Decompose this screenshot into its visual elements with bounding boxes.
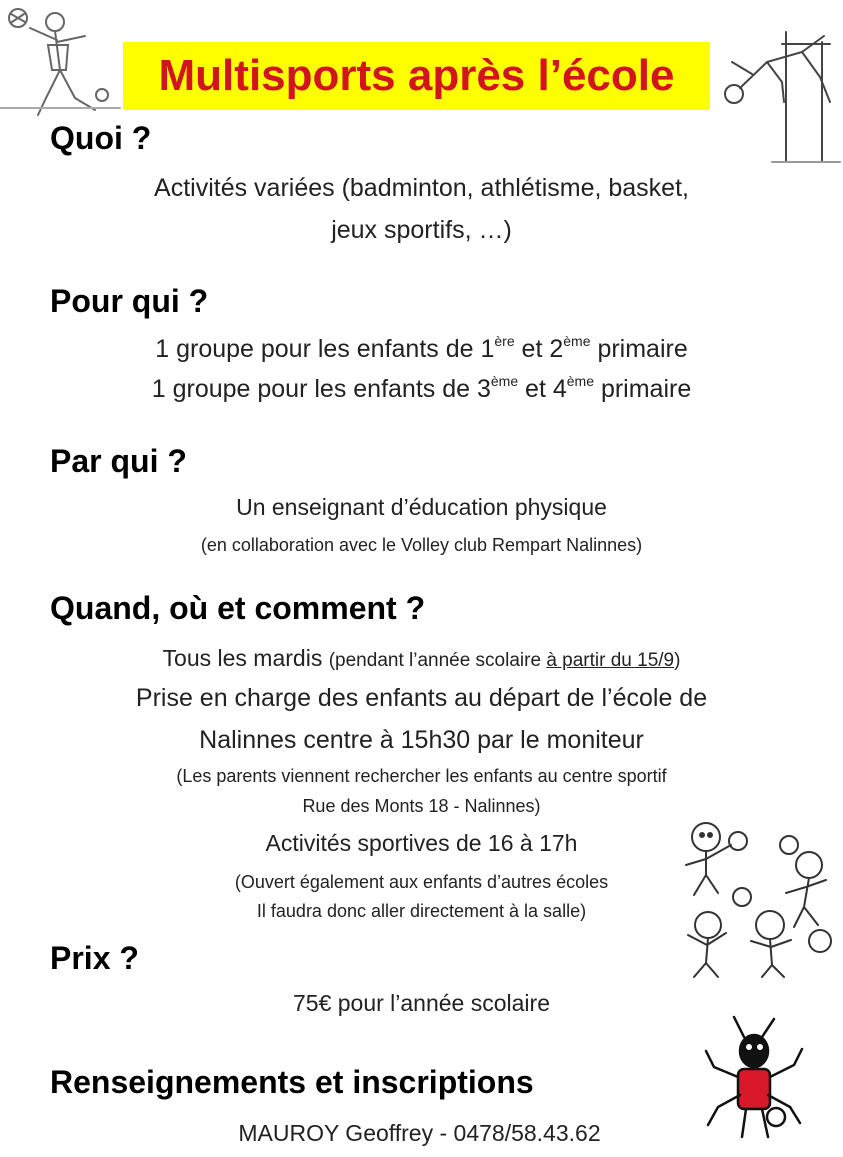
contact-line-1: MAUROY Geoffrey - 0478/58.43.62	[238, 1120, 601, 1146]
heading-par-qui: Par qui ?	[50, 443, 187, 479]
prix-line-1: 75€ pour l’année scolaire	[292, 990, 550, 1016]
basketball-player-icon	[0, 0, 125, 125]
quand-line-3: Nalinnes centre à 15h30 par le moniteur	[199, 726, 644, 754]
pour-qui-group-2: 1 groupe pour les enfants de 3ème et 4ème primaire	[151, 372, 692, 403]
quoi-line-2: jeux sportifs, …)	[331, 216, 512, 244]
quand-line-4: (Les parents viennent rechercher les enfants au centre sportif	[176, 766, 667, 786]
heading-quoi: Quoi ?	[50, 120, 152, 156]
pour-qui-group-1: 1 groupe pour les enfants de 1ère et 2ème primaire	[155, 332, 688, 363]
heading-contact: Renseignements et inscriptions	[50, 1064, 534, 1100]
quand-line-7: (Ouvert également aux enfants d’autres écoles	[234, 872, 609, 892]
quand-line-5: Rue des Monts 18 - Nalinnes)	[302, 796, 541, 816]
high-jumper-icon	[712, 22, 843, 167]
quand-line-1: Tous les mardis (pendant l’année scolaire à partir du 15/9)	[162, 645, 681, 671]
title-banner	[123, 42, 710, 110]
heading-pour-qui: Pour qui ?	[50, 283, 209, 319]
heading-prix: Prix ?	[50, 940, 139, 976]
quand-line-2: Prise en charge des enfants au départ de l’école de	[135, 684, 708, 712]
quand-line-8: Il faudra donc aller directement à la salle)	[256, 901, 587, 921]
heading-quand: Quand, où et comment ?	[50, 590, 426, 626]
quoi-line-1: Activités variées (badminton, athlétisme, basket,	[154, 174, 689, 202]
page-title: Multisports après l’école	[158, 51, 675, 100]
par-qui-line-2: (en collaboration avec le Volley club Rempart Nalinnes)	[200, 535, 643, 555]
par-qui-line-1: Un enseignant d’éducation physique	[236, 494, 607, 520]
quand-line-6: Activités sportives de 16 à 17h	[265, 830, 578, 856]
